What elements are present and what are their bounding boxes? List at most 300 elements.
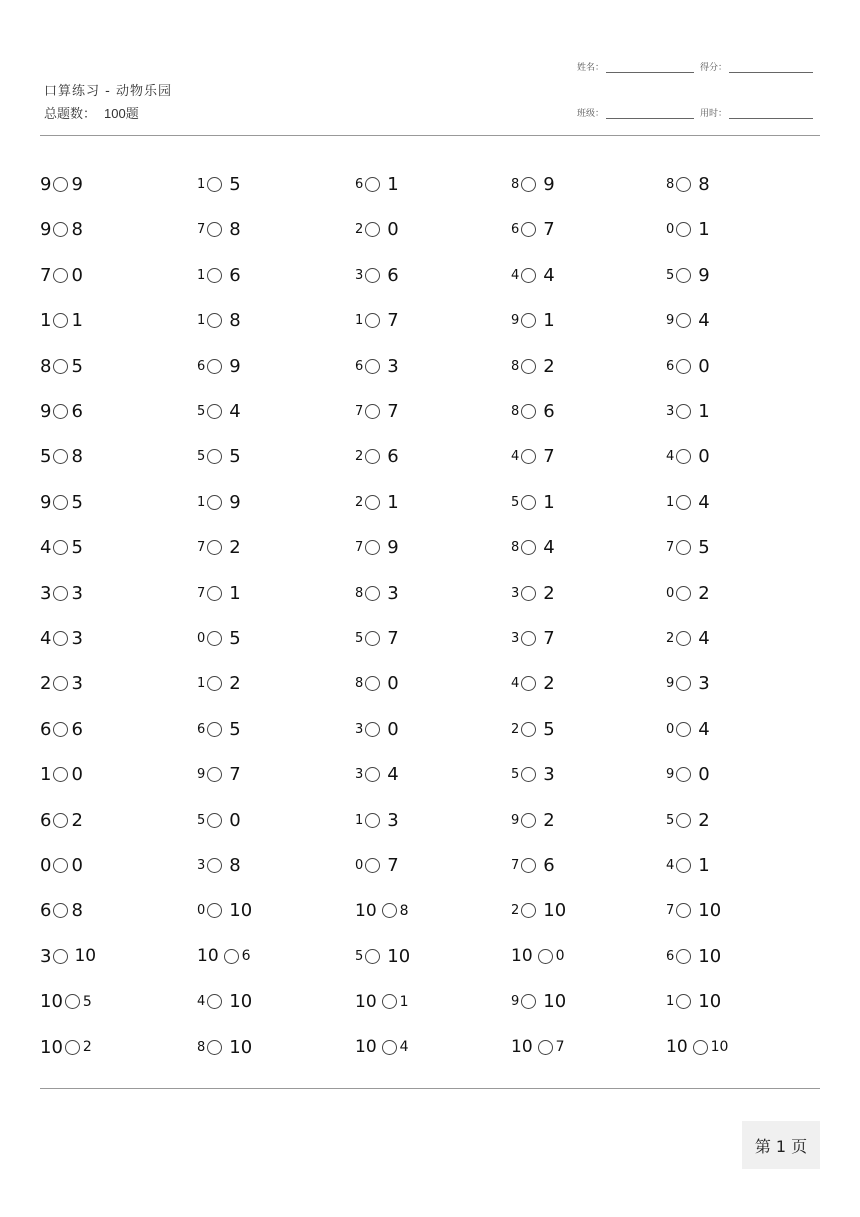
left-number: 3 [355,721,364,737]
right-number: 3 [71,628,83,649]
compare-circle[interactable] [365,949,380,964]
problem-item [511,1025,565,1070]
left-number: 5 [197,449,206,465]
problem-row [40,389,820,434]
compare-circle[interactable] [676,495,691,510]
compare-circle[interactable] [676,722,691,737]
left-number: 9 [40,401,52,422]
problem-item [197,752,241,797]
compare-circle[interactable] [676,994,691,1009]
right-number: 4 [387,764,399,786]
problem-item [355,389,399,434]
left-number: 1 [197,177,206,192]
problem-item [40,979,92,1024]
left-number: 10 [40,1036,63,1058]
left-number: 2 [666,631,675,646]
problem-item [511,434,555,479]
right-number: 3 [387,355,399,377]
compare-circle[interactable] [207,540,222,555]
right-number: 0 [387,673,399,695]
problem-item [40,389,83,434]
compare-circle[interactable] [53,676,68,691]
problem-item [355,707,399,752]
right-number: 4 [698,628,710,649]
right-number: 8 [71,219,83,241]
compare-circle[interactable] [365,404,380,419]
problem-item [355,434,399,479]
left-number: 0 [666,585,675,601]
problem-row [40,298,820,343]
compare-circle[interactable] [65,994,80,1009]
left-number: 0 [666,222,675,238]
left-number: 2 [355,494,364,510]
right-number: 2 [543,809,555,831]
left-number: 9 [511,812,520,828]
compare-circle[interactable] [521,268,536,283]
compare-circle[interactable] [65,1040,80,1055]
time-blank[interactable] [729,108,813,119]
right-number: 10 [710,1039,729,1056]
problem-row [40,979,820,1024]
right-number: 7 [229,764,241,786]
compare-circle[interactable] [676,449,691,464]
compare-circle[interactable] [538,949,553,964]
problem-item [355,571,399,616]
left-number: 7 [511,858,520,873]
left-number: 6 [355,177,364,192]
compare-circle[interactable] [521,631,536,646]
right-number: 7 [387,310,399,332]
compare-circle[interactable] [207,586,222,601]
problem-item [197,434,241,479]
compare-circle[interactable] [676,404,691,419]
compare-circle[interactable] [207,813,222,828]
compare-circle[interactable] [53,858,68,873]
right-number: 5 [229,718,241,740]
left-number: 9 [40,219,52,241]
left-number: 3 [197,858,206,873]
right-number: 10 [387,945,411,967]
compare-circle[interactable] [365,495,380,510]
left-number: 3 [511,585,520,601]
compare-circle[interactable] [53,722,68,737]
compare-circle[interactable] [207,495,222,510]
left-number: 3 [511,631,520,646]
compare-circle[interactable] [365,540,380,555]
problem-item [355,979,409,1024]
right-number: 0 [71,764,83,786]
left-number: 4 [511,267,520,283]
compare-circle[interactable] [365,586,380,601]
right-number: 10 [543,991,567,1013]
left-number: 10 [511,1037,533,1058]
compare-circle[interactable] [676,858,691,873]
compare-circle[interactable] [521,404,536,419]
right-number: 8 [399,902,409,919]
left-number: 4 [666,449,675,465]
compare-circle[interactable] [676,903,691,918]
compare-circle[interactable] [207,994,222,1009]
compare-circle[interactable] [521,449,536,464]
left-number: 5 [666,267,675,283]
right-number: 6 [71,718,83,740]
problem-item [40,616,83,661]
left-number: 2 [511,903,520,919]
problem-item [511,934,565,979]
right-number: 1 [399,993,409,1010]
compare-circle[interactable] [676,177,691,192]
score-blank[interactable] [729,62,813,73]
problem-item [40,888,83,933]
problem-item [40,434,83,479]
compare-circle[interactable] [53,540,68,555]
left-number: 2 [40,673,52,695]
compare-circle[interactable] [365,268,380,283]
problem-row [40,798,820,843]
compare-circle[interactable] [365,676,380,691]
left-number: 1 [197,267,206,283]
problem-row [40,752,820,797]
left-number: 7 [355,404,364,419]
compare-circle[interactable] [365,359,380,374]
compare-circle[interactable] [676,313,691,328]
left-number: 6 [40,900,52,922]
problem-item [197,162,241,207]
left-number: 8 [355,585,364,601]
right-number: 5 [698,537,710,559]
problem-item [197,480,241,525]
problem-item [197,1025,252,1070]
worksheet-title: 口算练习 - 动物乐园 [44,84,172,99]
right-number: 1 [387,491,399,513]
compare-circle[interactable] [53,903,68,918]
problem-row [40,888,820,933]
problem-item [666,525,710,570]
compare-circle[interactable] [521,994,536,1009]
problem-item [511,843,555,888]
left-number: 6 [355,358,364,374]
right-number: 5 [229,628,241,649]
problem-item [511,752,555,797]
left-number: 4 [197,994,206,1010]
problem-item [197,525,241,570]
left-number: 8 [511,177,520,192]
compare-circle[interactable] [382,1040,397,1055]
left-number: 2 [355,222,364,238]
problem-item [355,253,399,298]
left-number: 7 [40,264,52,286]
right-number: 6 [71,401,83,422]
compare-circle[interactable] [207,722,222,737]
compare-circle[interactable] [53,404,68,419]
problem-item [666,707,710,752]
problem-item [40,525,83,570]
problem-item [197,616,241,661]
class-label: 班级： [577,109,605,119]
left-number: 6 [511,222,520,238]
left-number: 8 [40,355,52,377]
right-number: 9 [387,537,399,559]
compare-circle[interactable] [382,994,397,1009]
compare-circle[interactable] [53,767,68,782]
compare-circle[interactable] [676,586,691,601]
compare-circle[interactable] [365,313,380,328]
left-number: 10 [355,900,377,921]
right-number: 2 [698,809,710,831]
problem-item [40,207,83,252]
right-number: 3 [387,809,399,831]
right-number: 4 [698,491,710,513]
left-number: 5 [197,812,206,828]
right-number: 0 [555,948,565,965]
compare-circle[interactable] [676,813,691,828]
right-number: 1 [698,219,710,241]
compare-circle[interactable] [521,586,536,601]
right-number: 2 [71,809,83,831]
problem-item [355,1025,409,1070]
problem-item [666,752,710,797]
problem-item [355,525,399,570]
problem-row [40,525,820,570]
compare-circle[interactable] [207,858,222,873]
left-number: 9 [666,676,675,692]
problem-item [666,661,710,706]
score-field[interactable] [700,60,813,73]
right-number: 9 [229,355,241,377]
left-number: 7 [197,222,206,238]
problem-item [511,162,555,207]
right-number: 10 [229,991,253,1013]
compare-circle[interactable] [521,767,536,782]
problem-item [355,798,399,843]
left-number: 6 [666,358,675,374]
problem-item [511,298,555,343]
compare-circle[interactable] [53,313,68,328]
compare-circle[interactable] [521,495,536,510]
left-number: 9 [40,491,52,513]
compare-circle[interactable] [53,586,68,601]
problem-item [511,253,555,298]
compare-circle[interactable] [521,858,536,873]
left-number: 1 [355,313,364,329]
compare-circle[interactable] [207,631,222,646]
left-number: 2 [355,449,364,465]
left-number: 8 [197,1039,206,1055]
right-number: 10 [74,946,97,967]
compare-circle[interactable] [207,449,222,464]
left-number: 1 [197,676,206,692]
compare-circle[interactable] [521,540,536,555]
right-number: 6 [543,401,555,422]
compare-circle[interactable] [382,903,397,918]
compare-circle[interactable] [207,222,222,237]
compare-circle[interactable] [207,268,222,283]
time-field[interactable] [700,106,813,119]
compare-circle[interactable] [365,631,380,646]
left-number: 9 [511,994,520,1010]
problem-item [197,707,241,752]
compare-circle[interactable] [365,722,380,737]
problem-item [40,752,83,797]
problem-item [666,434,710,479]
compare-circle[interactable] [676,540,691,555]
problem-item [40,571,83,616]
compare-circle[interactable] [538,1040,553,1055]
right-number: 4 [229,401,241,422]
compare-circle[interactable] [365,449,380,464]
compare-circle[interactable] [521,222,536,237]
name-blank[interactable] [606,62,694,73]
problem-item [197,207,241,252]
right-number: 1 [698,401,710,422]
compare-circle[interactable] [676,767,691,782]
problem-item [666,253,710,298]
problem-row [40,707,820,752]
problem-item [40,344,83,389]
right-number: 3 [71,582,83,604]
right-number: 1 [543,310,555,332]
right-number: 7 [387,855,399,876]
left-number: 4 [511,676,520,692]
name-field[interactable] [577,60,694,73]
left-number: 3 [355,767,364,783]
problem-item [355,207,399,252]
score-label: 得分： [700,63,728,73]
right-number: 5 [82,993,92,1010]
right-number: 7 [387,628,399,649]
compare-circle[interactable] [676,676,691,691]
right-number: 8 [229,855,241,876]
right-number: 7 [543,446,555,468]
left-number: 2 [511,721,520,737]
compare-circle[interactable] [521,903,536,918]
left-number: 8 [511,540,520,556]
left-number: 0 [40,855,52,876]
compare-circle[interactable] [207,404,222,419]
compare-circle[interactable] [53,222,68,237]
right-number: 5 [543,718,555,740]
left-number: 5 [511,767,520,783]
problem-item [197,344,241,389]
compare-circle[interactable] [365,767,380,782]
left-number: 6 [197,721,206,737]
right-number: 9 [71,174,83,195]
right-number: 7 [543,219,555,241]
compare-circle[interactable] [207,1040,222,1055]
problem-item [355,616,399,661]
problem-item [197,979,252,1024]
compare-circle[interactable] [521,359,536,374]
left-number: 6 [197,358,206,374]
right-number: 8 [229,310,241,332]
compare-circle[interactable] [521,177,536,192]
compare-circle[interactable] [676,359,691,374]
compare-circle[interactable] [53,449,68,464]
compare-circle[interactable] [53,495,68,510]
problem-item [40,934,96,979]
compare-circle[interactable] [676,222,691,237]
compare-circle[interactable] [207,903,222,918]
problem-item [666,389,710,434]
problem-item [511,661,555,706]
left-number: 1 [40,764,52,786]
compare-circle[interactable] [693,1040,708,1055]
compare-circle[interactable] [53,268,68,283]
compare-circle[interactable] [521,676,536,691]
left-number: 7 [197,540,206,556]
compare-circle[interactable] [207,313,222,328]
problem-row [40,616,820,661]
left-number: 10 [40,991,63,1013]
compare-circle[interactable] [207,767,222,782]
problem-item [197,571,241,616]
right-number: 5 [71,537,83,559]
problem-item [666,1025,728,1070]
compare-circle[interactable] [207,676,222,691]
compare-circle[interactable] [676,949,691,964]
right-number: 1 [229,582,241,604]
compare-circle[interactable] [53,359,68,374]
problem-row [40,571,820,616]
problem-item [355,162,399,207]
left-number: 4 [40,628,52,649]
compare-circle[interactable] [521,813,536,828]
compare-circle[interactable] [365,813,380,828]
right-number: 10 [229,1036,253,1058]
right-number: 1 [543,491,555,513]
compare-circle[interactable] [521,313,536,328]
left-number: 9 [511,313,520,329]
compare-circle[interactable] [676,268,691,283]
right-number: 4 [543,537,555,559]
compare-circle[interactable] [365,222,380,237]
compare-circle[interactable] [521,722,536,737]
left-number: 8 [511,404,520,419]
right-number: 10 [229,900,253,922]
right-number: 3 [71,673,83,695]
compare-circle[interactable] [53,813,68,828]
compare-circle[interactable] [207,177,222,192]
problem-item [197,253,241,298]
compare-circle[interactable] [365,177,380,192]
right-number: 10 [698,900,722,922]
right-number: 0 [71,855,83,876]
problem-row [40,434,820,479]
compare-circle[interactable] [53,177,68,192]
left-number: 7 [197,585,206,601]
right-number: 8 [698,174,710,195]
problem-item [40,1025,92,1070]
class-field[interactable] [577,106,694,119]
left-number: 10 [511,946,533,967]
compare-circle[interactable] [224,949,239,964]
problem-item [666,888,721,933]
problem-row [40,344,820,389]
compare-circle[interactable] [365,858,380,873]
problem-item [355,934,410,979]
compare-circle[interactable] [207,359,222,374]
compare-circle[interactable] [676,631,691,646]
left-number: 3 [40,945,52,967]
compare-circle[interactable] [53,949,68,964]
class-blank[interactable] [606,108,694,119]
right-number: 6 [229,264,241,286]
compare-circle[interactable] [53,631,68,646]
right-number: 5 [71,491,83,513]
left-number: 6 [40,809,52,831]
left-number: 7 [355,540,364,556]
right-number: 4 [399,1039,409,1056]
